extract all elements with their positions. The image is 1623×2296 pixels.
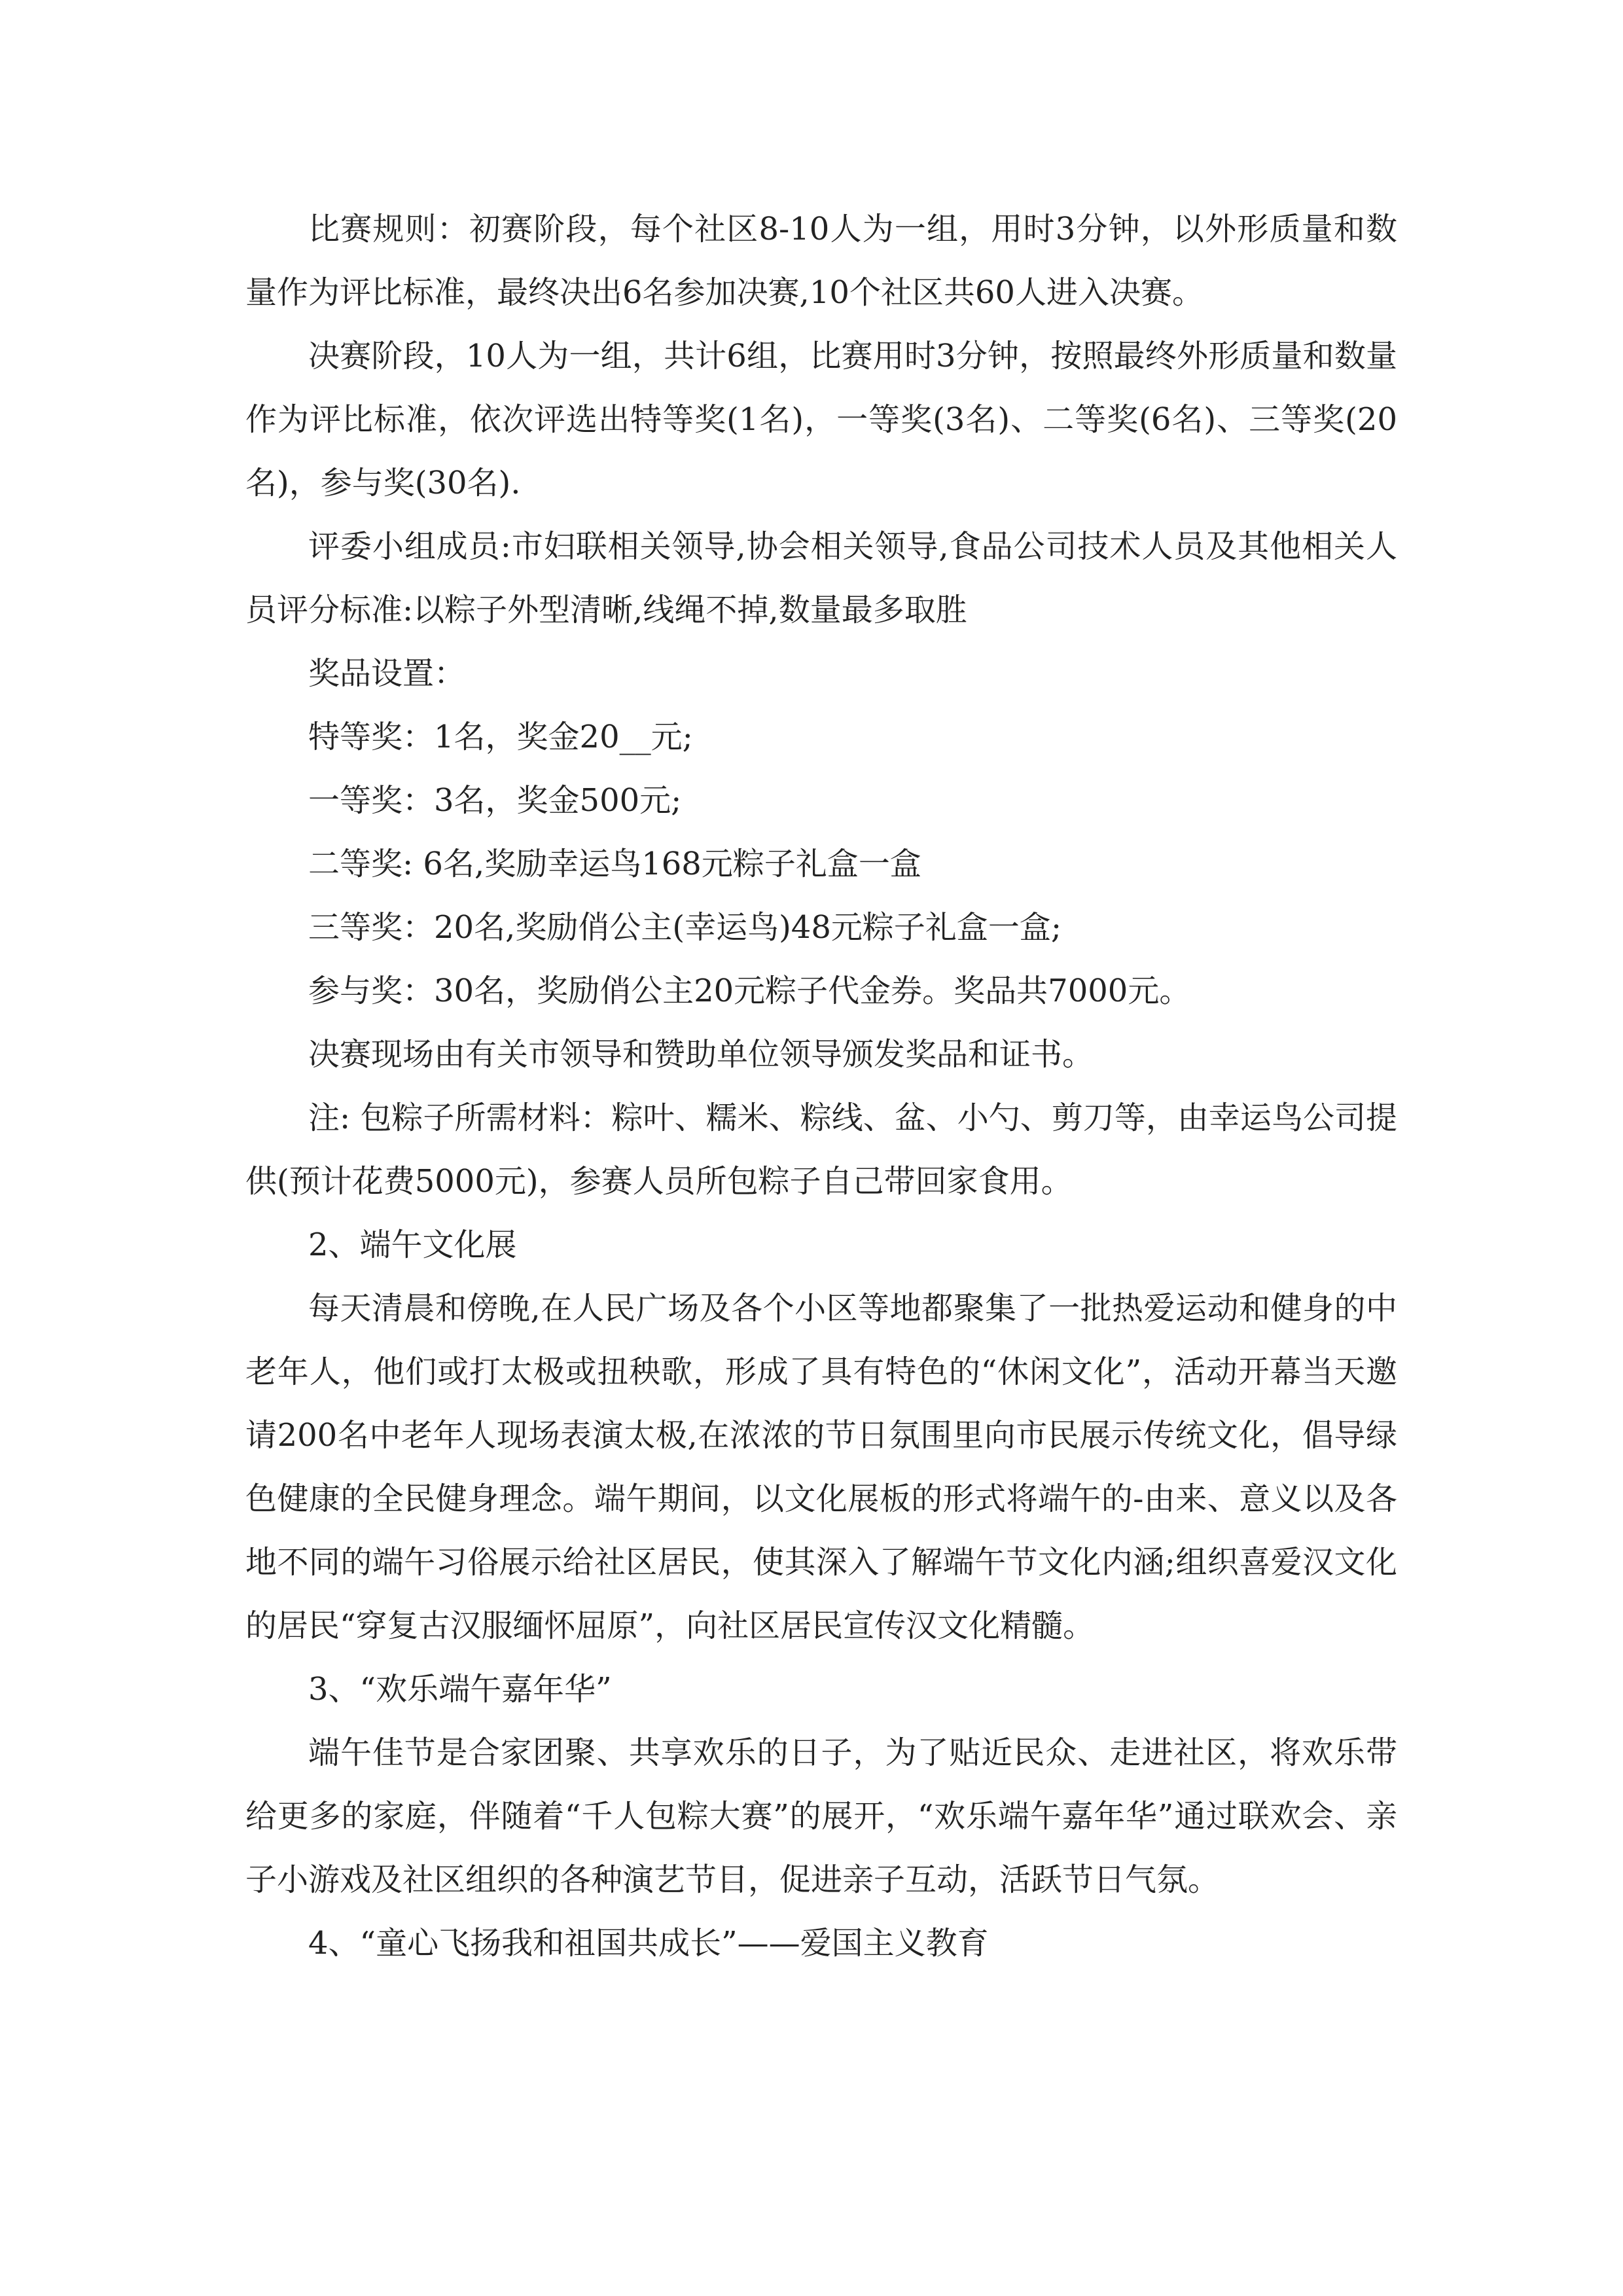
paragraph-final-stage: 决赛阶段，10人为一组，共计6组，比赛用时3分钟，按照最终外形质量和数量作为评比标准，依次评选出特等奖(1名)，一等奖(3名)、二等奖(6名)、三等奖(20名)，参与奖(30名). — [245, 338, 1397, 501]
heading-patriotic-education: 4、“童心飞扬我和祖国共成长”——爱国主义教育 — [308, 1925, 989, 1962]
paragraph-judges: 评委小组成员:市妇联相关领导,协会相关领导,食品公司技术人员及其他相关人员评分标准:以粽子外型清晰,线绳不掉,数量最多取胜 — [245, 528, 1397, 628]
paragraph-grand-prize: 特等奖：1名，奖金20__元; — [308, 719, 693, 755]
paragraph-prize-settings: 奖品设置： — [308, 655, 466, 692]
paragraph-award-ceremony: 决赛现场由有关市领导和赞助单位领导颁发奖品和证书。 — [308, 1036, 1094, 1073]
paragraph-competition-rules: 比赛规则：初赛阶段，每个社区8-10人为一组，用时3分钟，以外形质量和数量作为评比标准，最终决出6名参加决赛,10个社区共60人进入决赛。 — [245, 211, 1397, 311]
paragraph-third-prize: 三等奖：20名,奖励俏公主(幸运鸟)48元粽子礼盒一盒; — [308, 909, 1062, 946]
heading-carnival: 3、“欢乐端午嘉年华” — [308, 1671, 612, 1708]
heading-culture-exhibition: 2、端午文化展 — [308, 1227, 517, 1263]
paragraph-participation-prize: 参与奖：30名，奖励俏公主20元粽子代金券。奖品共7000元。 — [308, 973, 1191, 1009]
paragraph-second-prize: 二等奖: 6名,奖励幸运鸟168元粽子礼盒一盒 — [308, 846, 921, 882]
paragraph-culture-exhibition: 每天清晨和傍晚,在人民广场及各个小区等地都聚集了一批热爱运动和健身的中老年人，他们或打太极或扭秧歌，形成了具有特色的“休闲文化”，活动开幕当天邀请200名中老年人现场表演太极,在浓浓的节日氛围里向市民展示传统文化，倡导绿色健康的全民健身理念。端午期间，以文化展板的形式将端午的-由来、意义以及各地不同的端午习俗展示给社区居民，使其深入了解端午节文化内涵;组织喜爱汉文化的居民“穿复古汉服缅怀屈原”，向社区居民宣传汉文化精髓。 — [245, 1290, 1397, 1644]
paragraph-first-prize: 一等奖：3名，奖金500元; — [308, 782, 682, 819]
paragraph-materials-note: 注: 包粽子所需材料：粽叶、糯米、粽线、盆、小勺、剪刀等，由幸运鸟公司提供(预计花费5000元)，参赛人员所包粽子自己带回家食用。 — [245, 1100, 1397, 1200]
paragraph-carnival: 端午佳节是合家团聚、共享欢乐的日子，为了贴近民众、走进社区，将欢乐带给更多的家庭，伴随着“千人包粽大赛”的展开，“欢乐端午嘉年华”通过联欢会、亲子小游戏及社区组织的各种演艺节目，促进亲子互动，活跃节日气氛。 — [245, 1734, 1397, 1898]
document-body — [245, 198, 1397, 1975]
